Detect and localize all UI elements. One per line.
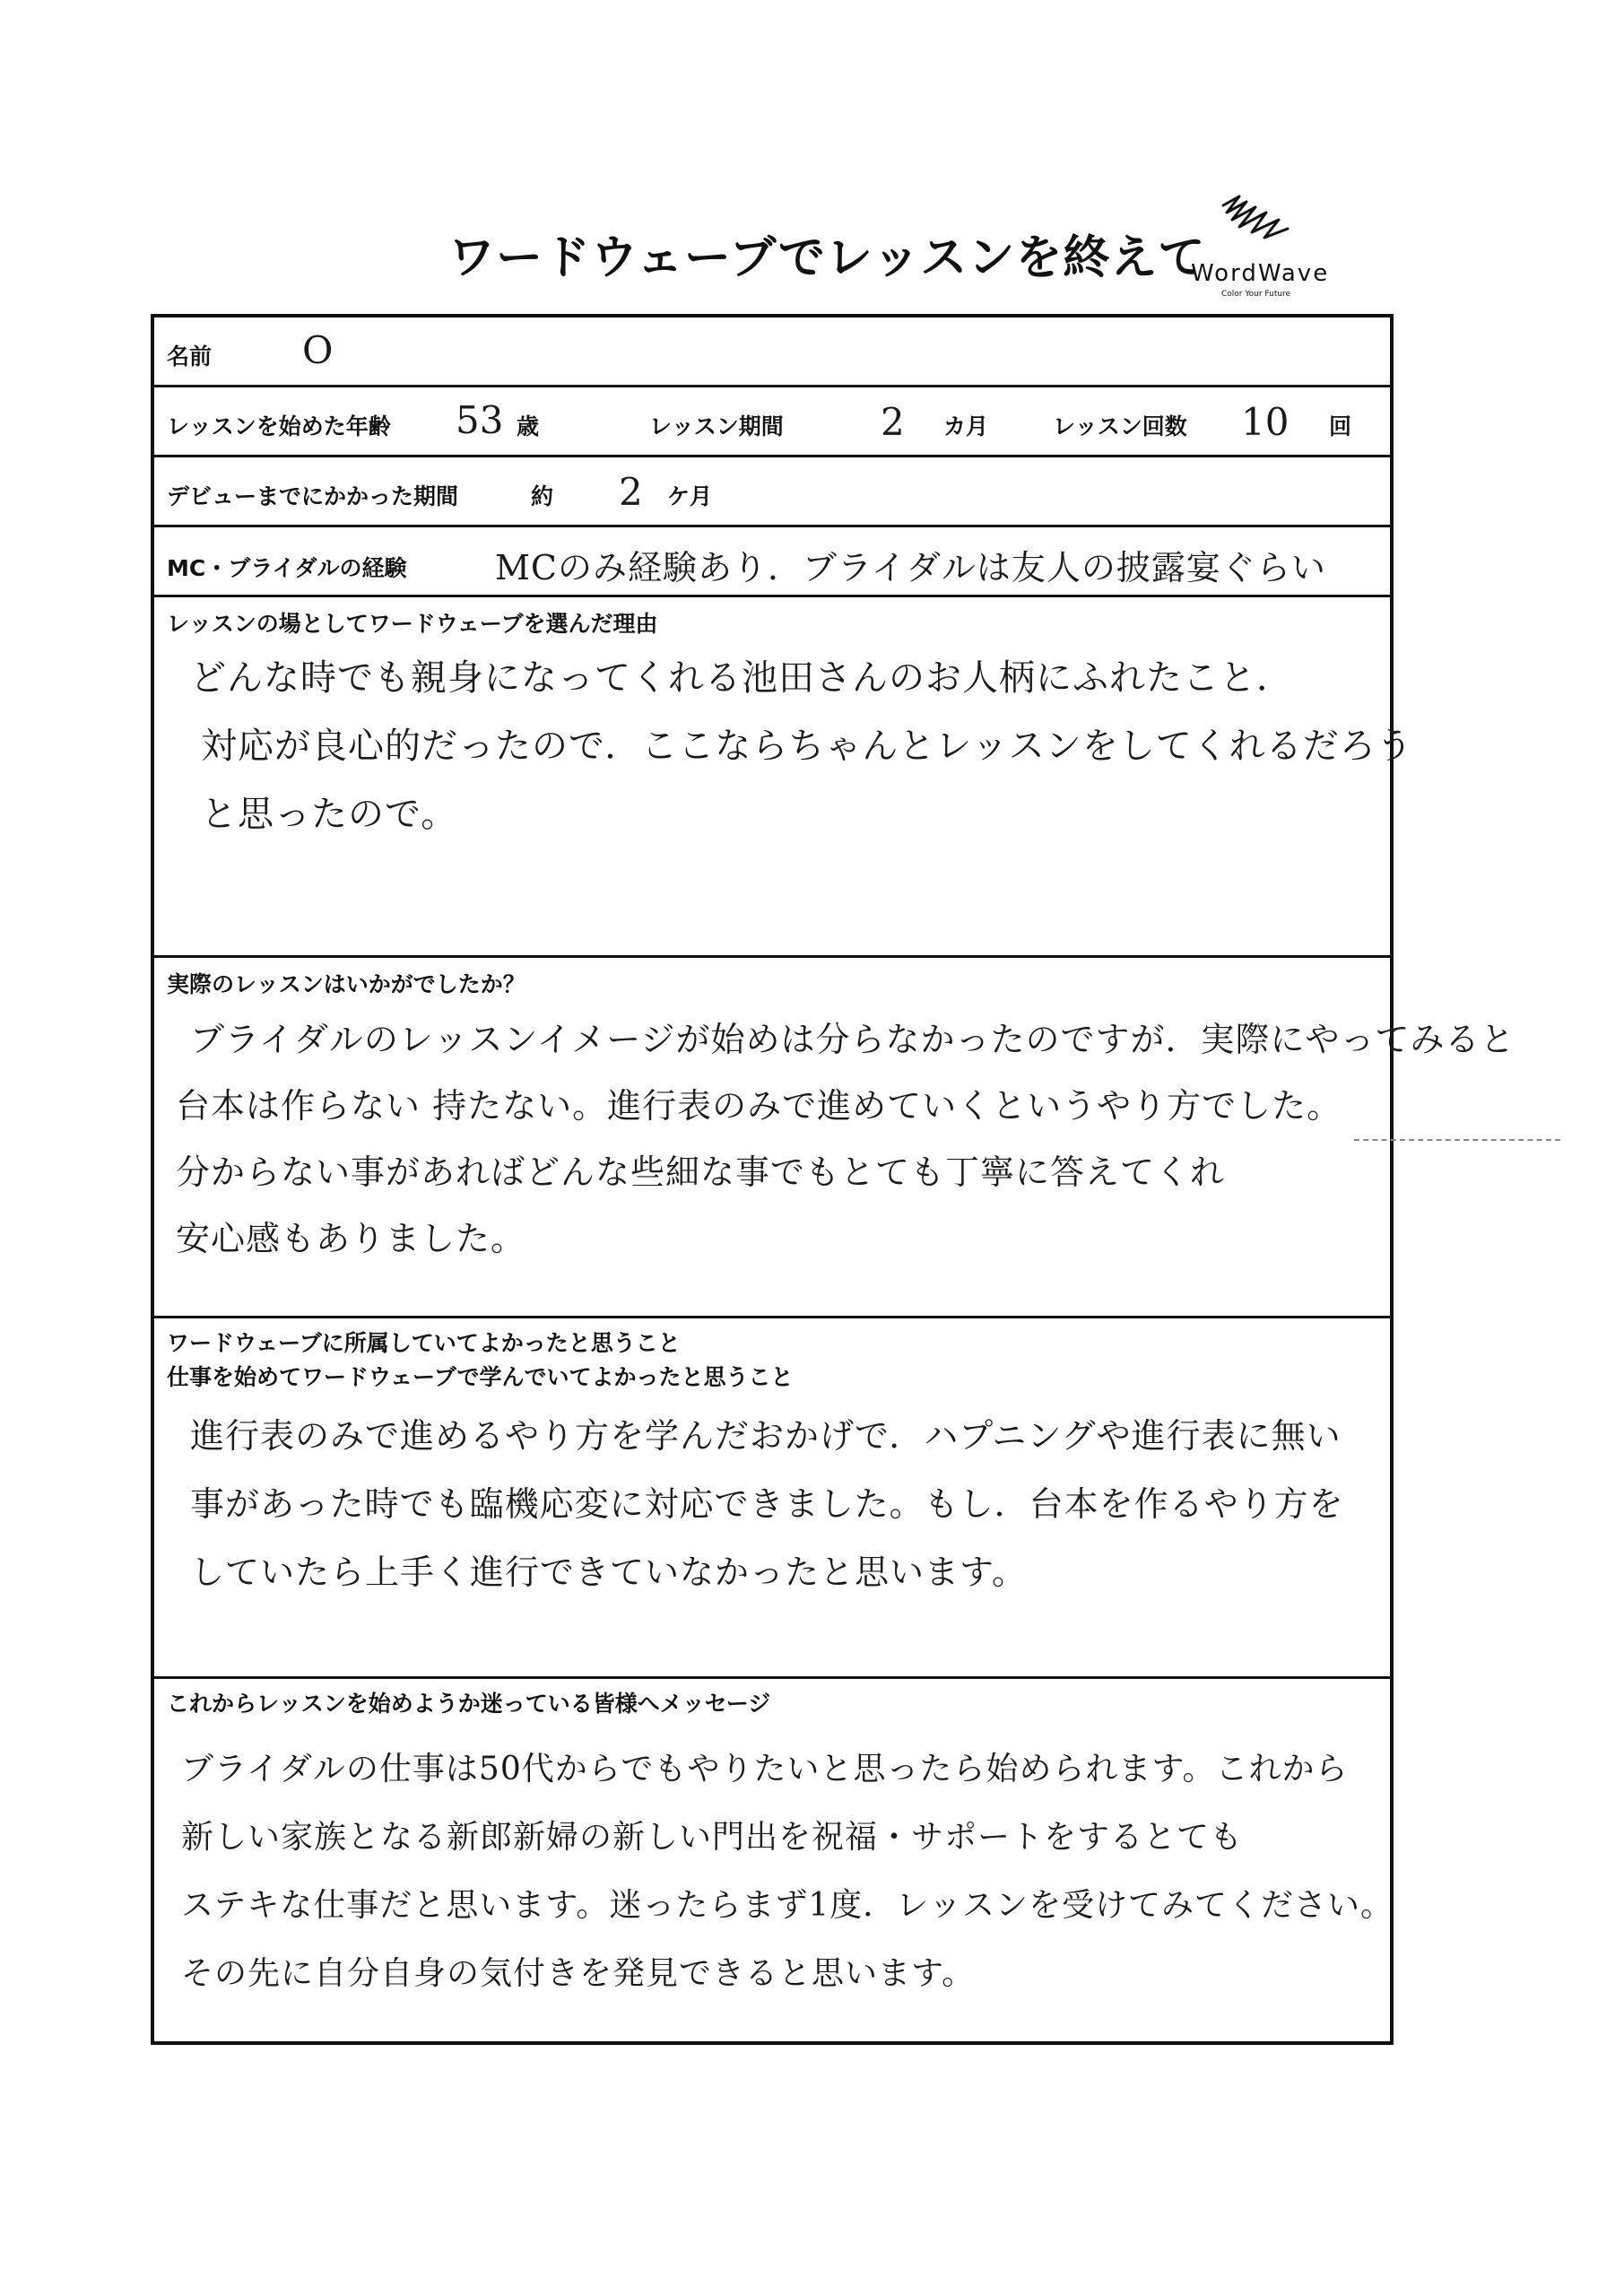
age-value: 53 [456,398,504,442]
actual-lesson-line: 安心感もありました。 [176,1219,526,1258]
scan-artifact-line [1354,1139,1560,1141]
benefit-label: 仕事を始めてワードウェーブで学んでいてよかったと思うこと [167,1364,794,1390]
experience-row [154,527,1390,597]
name-row [154,317,1390,387]
message-label: これからレッスンを始めようか迷っている皆様へメッセージ [167,1691,771,1717]
logo-mark-icon [1220,193,1291,247]
benefit-label: ワードウェーブに所属していてよかったと思うこと [167,1330,681,1356]
benefit-line: 事があった時でも臨機応変に対応できました。もし．台本を作るやり方を [190,1484,1344,1524]
logo [1184,193,1345,300]
actual-lesson-label: 実際のレッスンはいかがでしたか？ [167,971,525,997]
reason-line: 対応が良心的だったので．ここならちゃんとレッスンをしてくれるだろう [201,726,1413,767]
experience-label: MC・ブライダルの経験 [167,555,407,581]
experience-value: MCのみ経験あり．ブライダルは友人の披露宴ぐらい [495,548,1326,587]
debut-label: デビューまでにかかった期間 [167,483,459,509]
logo-name: WordWave [1191,260,1330,287]
message-line: ブライダルの仕事は50代からでもやりたいと思ったら始められます。これから [181,1751,1349,1787]
survey-form [151,314,1515,2045]
debut-value: 2 [619,470,643,514]
lesson-info-row [154,387,1390,457]
actual-lesson-line: 台本は作らない 持たない。進行表のみで進めていくというやり方でした。 [176,1086,1342,1126]
message-line: 新しい家族となる新郎新婦の新しい門出を祝福・サポートをするとても [181,1819,1244,1856]
reason-section [154,597,1413,958]
benefit-line: 進行表のみで進めるやり方を学んだおかげで．ハプニングや進行表に無い [190,1416,1342,1456]
message-section [154,1679,1394,2045]
count-value: 10 [1241,400,1290,444]
debut-prefix: 約 [531,483,554,509]
debut-row [154,457,1390,527]
name-label: 名前 [167,344,213,370]
logo-tagline: Color Your Future [1221,290,1291,299]
reason-line: と思ったので。 [201,794,458,835]
period-label: レッスン期間 [649,413,784,439]
message-line: ステキな仕事だと思います。迷ったらまず1度．レッスンを受けてみてください。 [181,1887,1394,1924]
page-title: ワードウェーブでレッスンを終えて [448,231,1206,285]
count-unit: 回 [1329,413,1352,439]
period-unit: カ月 [943,413,989,439]
benefit-line: していたら上手く進行できていなかったと思います。 [190,1552,1027,1592]
reason-line: どんな時でも親身になってくれる池田さんのお人柄にふれたこと． [190,657,1293,699]
period-value: 2 [881,400,905,444]
reason-label: レッスンの場としてワードウェーブを選んだ理由 [167,611,658,637]
debut-unit: ケ月 [667,483,713,509]
age-unit: 歳 [517,413,540,439]
age-label: レッスンを始めた年齢 [167,413,391,439]
count-label: レッスン回数 [1053,413,1187,439]
actual-lesson-section [154,958,1515,1318]
name-value: O [302,328,334,372]
actual-lesson-line: 分からない事があればどんな些細な事でもとても丁寧に答えてくれ [176,1152,1226,1192]
message-line: その先に自分自身の気付きを発見できると思います。 [181,1955,976,1992]
benefit-section [154,1318,1390,1679]
actual-lesson-line: ブライダルのレッスンイメージが始めは分らなかったのですが．実際にやってみると [190,1020,1515,1059]
